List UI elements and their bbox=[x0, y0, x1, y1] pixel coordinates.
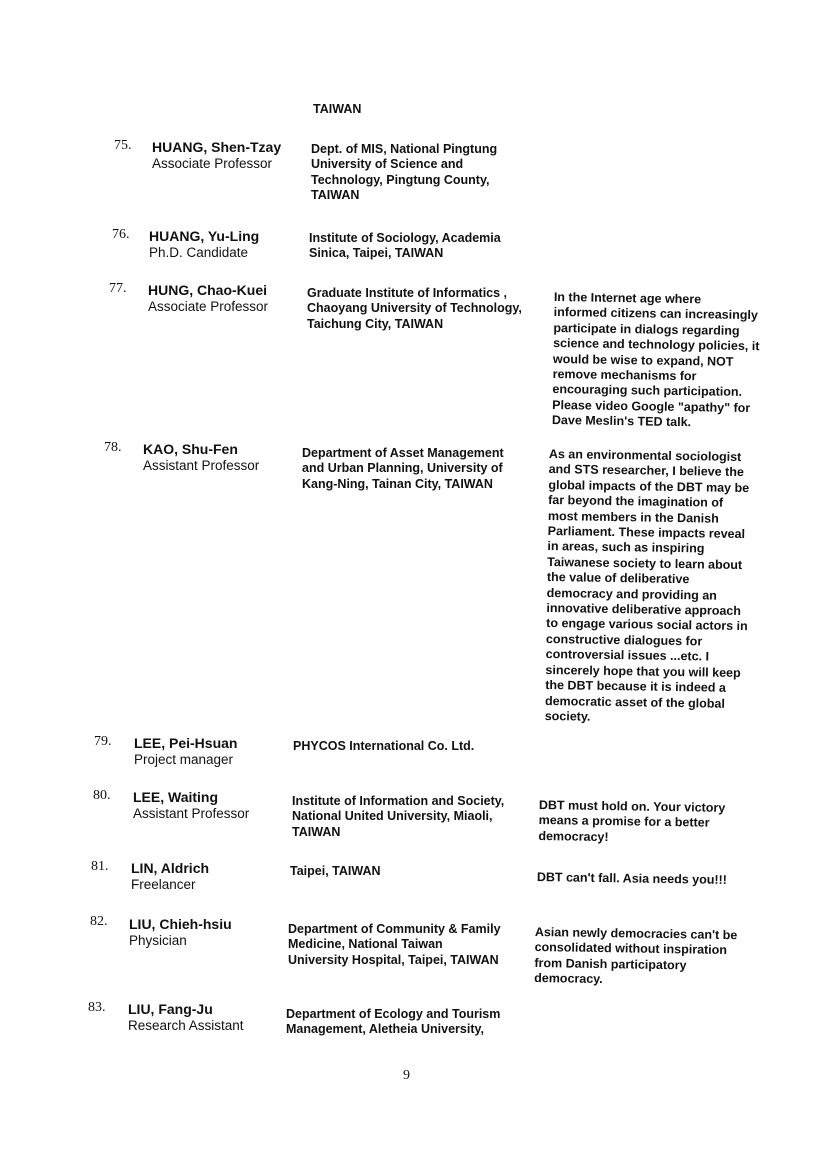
entry-name: LEE, Pei-Hsuan bbox=[134, 735, 238, 751]
affiliation-line: Department of Community & Family bbox=[288, 922, 501, 936]
comment-line: science and technology policies, it bbox=[553, 336, 760, 354]
entry-number: 81. bbox=[91, 859, 109, 874]
entry-title: Physician bbox=[129, 933, 187, 948]
comment-line: In the Internet age where bbox=[553, 290, 702, 307]
entry-name: HUNG, Chao-Kuei bbox=[148, 282, 267, 298]
entry-number: 77. bbox=[109, 281, 127, 296]
entry-title: Research Assistant bbox=[128, 1018, 244, 1033]
entry-number: 78. bbox=[104, 440, 122, 455]
affiliation-line: and Urban Planning, University of bbox=[302, 461, 503, 476]
entry-comment bbox=[538, 798, 725, 847]
page-number: 9 bbox=[403, 1068, 410, 1083]
comment-line: DBT can't fall. Asia needs you!!! bbox=[536, 870, 728, 887]
entry-comment bbox=[545, 447, 751, 727]
entry-title: Project manager bbox=[134, 752, 234, 767]
comment-line: participate in dialogs regarding bbox=[553, 320, 740, 338]
affiliation-line: TAIWAN bbox=[311, 188, 360, 203]
affiliation-line: Dept. of MIS, National Pingtung bbox=[311, 142, 498, 156]
comment-line: Taiwanese society to learn about bbox=[547, 554, 743, 572]
affiliation-line: Chaoyang University of Technology, bbox=[307, 301, 522, 316]
entry-affiliation bbox=[307, 286, 522, 332]
entry-title: Freelancer bbox=[131, 877, 196, 892]
comment-line: democracy and providing an bbox=[546, 585, 717, 603]
affiliation-line: National United University, Miaoli, bbox=[292, 809, 493, 824]
entry-title: Assistant Professor bbox=[133, 806, 250, 821]
affiliation-line: University of Science and bbox=[311, 157, 464, 172]
comment-line: global impacts of the DBT may be bbox=[548, 477, 750, 495]
entry-name: HUANG, Shen-Tzay bbox=[152, 139, 282, 155]
comment-line: the DBT because it is indeed a bbox=[545, 678, 726, 695]
affiliation-line: Institute of Sociology, Academia bbox=[309, 231, 501, 245]
entry-title: Ph.D. Candidate bbox=[149, 245, 249, 260]
comment-line: most members in the Danish bbox=[547, 508, 719, 526]
affiliation-line: TAIWAN bbox=[292, 824, 341, 839]
entry-comment bbox=[537, 870, 727, 888]
comment-line: Please video Google "apathy" for bbox=[552, 397, 751, 415]
comment-line: Dave Meslin's TED talk. bbox=[551, 413, 692, 430]
affiliation-line: Management, Aletheia University, bbox=[286, 1022, 484, 1037]
entry-affiliation bbox=[290, 864, 381, 879]
comment-line: in areas, such as inspiring bbox=[547, 539, 705, 556]
entry-affiliation bbox=[309, 231, 501, 262]
entry-affiliation bbox=[288, 922, 501, 968]
affiliation-line: Medicine, National Taiwan bbox=[288, 937, 443, 952]
comment-line: Asian newly democracies can't be bbox=[534, 925, 738, 943]
entry-affiliation bbox=[302, 446, 504, 492]
comment-line: democracy! bbox=[538, 828, 609, 844]
comment-line: democratic asset of the global bbox=[544, 693, 726, 711]
comment-line: remove mechanisms for bbox=[552, 367, 697, 384]
comment-line: would be wise to expand, NOT bbox=[552, 351, 734, 369]
entry-number: 80. bbox=[93, 788, 111, 803]
entry-name: LIU, Chieh-hsiu bbox=[129, 916, 232, 932]
entry-affiliation bbox=[293, 739, 474, 754]
affiliation-line: Technology, Pingtung County, bbox=[311, 172, 490, 187]
affiliation-line: Graduate Institute of Informatics , bbox=[307, 286, 508, 300]
entry-name: LIU, Fang-Ju bbox=[128, 1001, 213, 1017]
entry-affiliation bbox=[311, 142, 497, 204]
affiliation-line: Department of Ecology and Tourism bbox=[286, 1007, 501, 1021]
entry-number: 79. bbox=[94, 734, 112, 749]
entry-affiliation bbox=[292, 794, 504, 840]
comment-line: far beyond the imagination of bbox=[548, 493, 724, 510]
entry-name: KAO, Shu-Fen bbox=[143, 441, 238, 457]
comment-line: innovative deliberative approach bbox=[546, 601, 742, 619]
affiliation-line: Institute of Information and Society, bbox=[292, 794, 505, 808]
comment-line: informed citizens can increasingly bbox=[553, 305, 758, 323]
affiliation-line: Kang-Ning, Tainan City, TAIWAN bbox=[302, 476, 493, 491]
comment-line: constructive dialogues for bbox=[545, 631, 703, 649]
entry-name: LEE, Waiting bbox=[133, 789, 219, 805]
entry-name: HUANG, Yu-Ling bbox=[149, 228, 260, 244]
comment-line: consolidated without inspiration bbox=[534, 940, 728, 958]
comment-line: Parliament. These impacts reveal bbox=[547, 524, 746, 542]
entry-comment bbox=[534, 925, 737, 990]
entry-affiliation bbox=[286, 1007, 500, 1038]
comment-line: democracy. bbox=[534, 971, 603, 987]
affiliation-line: Taichung City, TAIWAN bbox=[307, 316, 444, 331]
comment-line: and STS researcher, I believe the bbox=[548, 462, 744, 480]
comment-line: sincerely hope that you will keep bbox=[545, 662, 741, 680]
entry-number: 82. bbox=[90, 914, 108, 929]
comment-line: to engage various social actors in bbox=[546, 616, 748, 634]
entry-title: Assistant Professor bbox=[143, 458, 260, 473]
affiliation-line: PHYCOS International Co. Ltd. bbox=[293, 739, 475, 753]
comment-line: DBT must hold on. Your victory bbox=[538, 798, 726, 815]
affiliation-line: Sinica, Taipei, TAIWAN bbox=[309, 246, 444, 261]
entry-title: Associate Professor bbox=[148, 299, 269, 314]
comment-line: controversial issues ...etc. I bbox=[545, 647, 710, 664]
comment-line: As an environmental sociologist bbox=[548, 447, 742, 465]
affiliation-line: Department of Asset Management bbox=[302, 446, 504, 460]
entry-number: 75. bbox=[114, 138, 132, 153]
comment-line: from Danish participatory bbox=[534, 955, 687, 973]
entry-number: 76. bbox=[112, 227, 130, 242]
affiliation-line: Taipei, TAIWAN bbox=[290, 864, 381, 878]
affiliation-line: University Hospital, Taipei, TAIWAN bbox=[288, 952, 499, 967]
top-continuation: TAIWAN bbox=[313, 102, 362, 116]
comment-line: society. bbox=[544, 708, 591, 724]
comment-line: encouraging such participation. bbox=[552, 382, 743, 400]
entry-number: 83. bbox=[88, 1000, 106, 1015]
comment-line: the value of deliberative bbox=[546, 570, 690, 587]
entry-title: Associate Professor bbox=[152, 156, 273, 171]
entry-comment bbox=[552, 290, 760, 432]
entry-name: LIN, Aldrich bbox=[131, 860, 210, 876]
comment-line: means a promise for a better bbox=[538, 813, 710, 831]
